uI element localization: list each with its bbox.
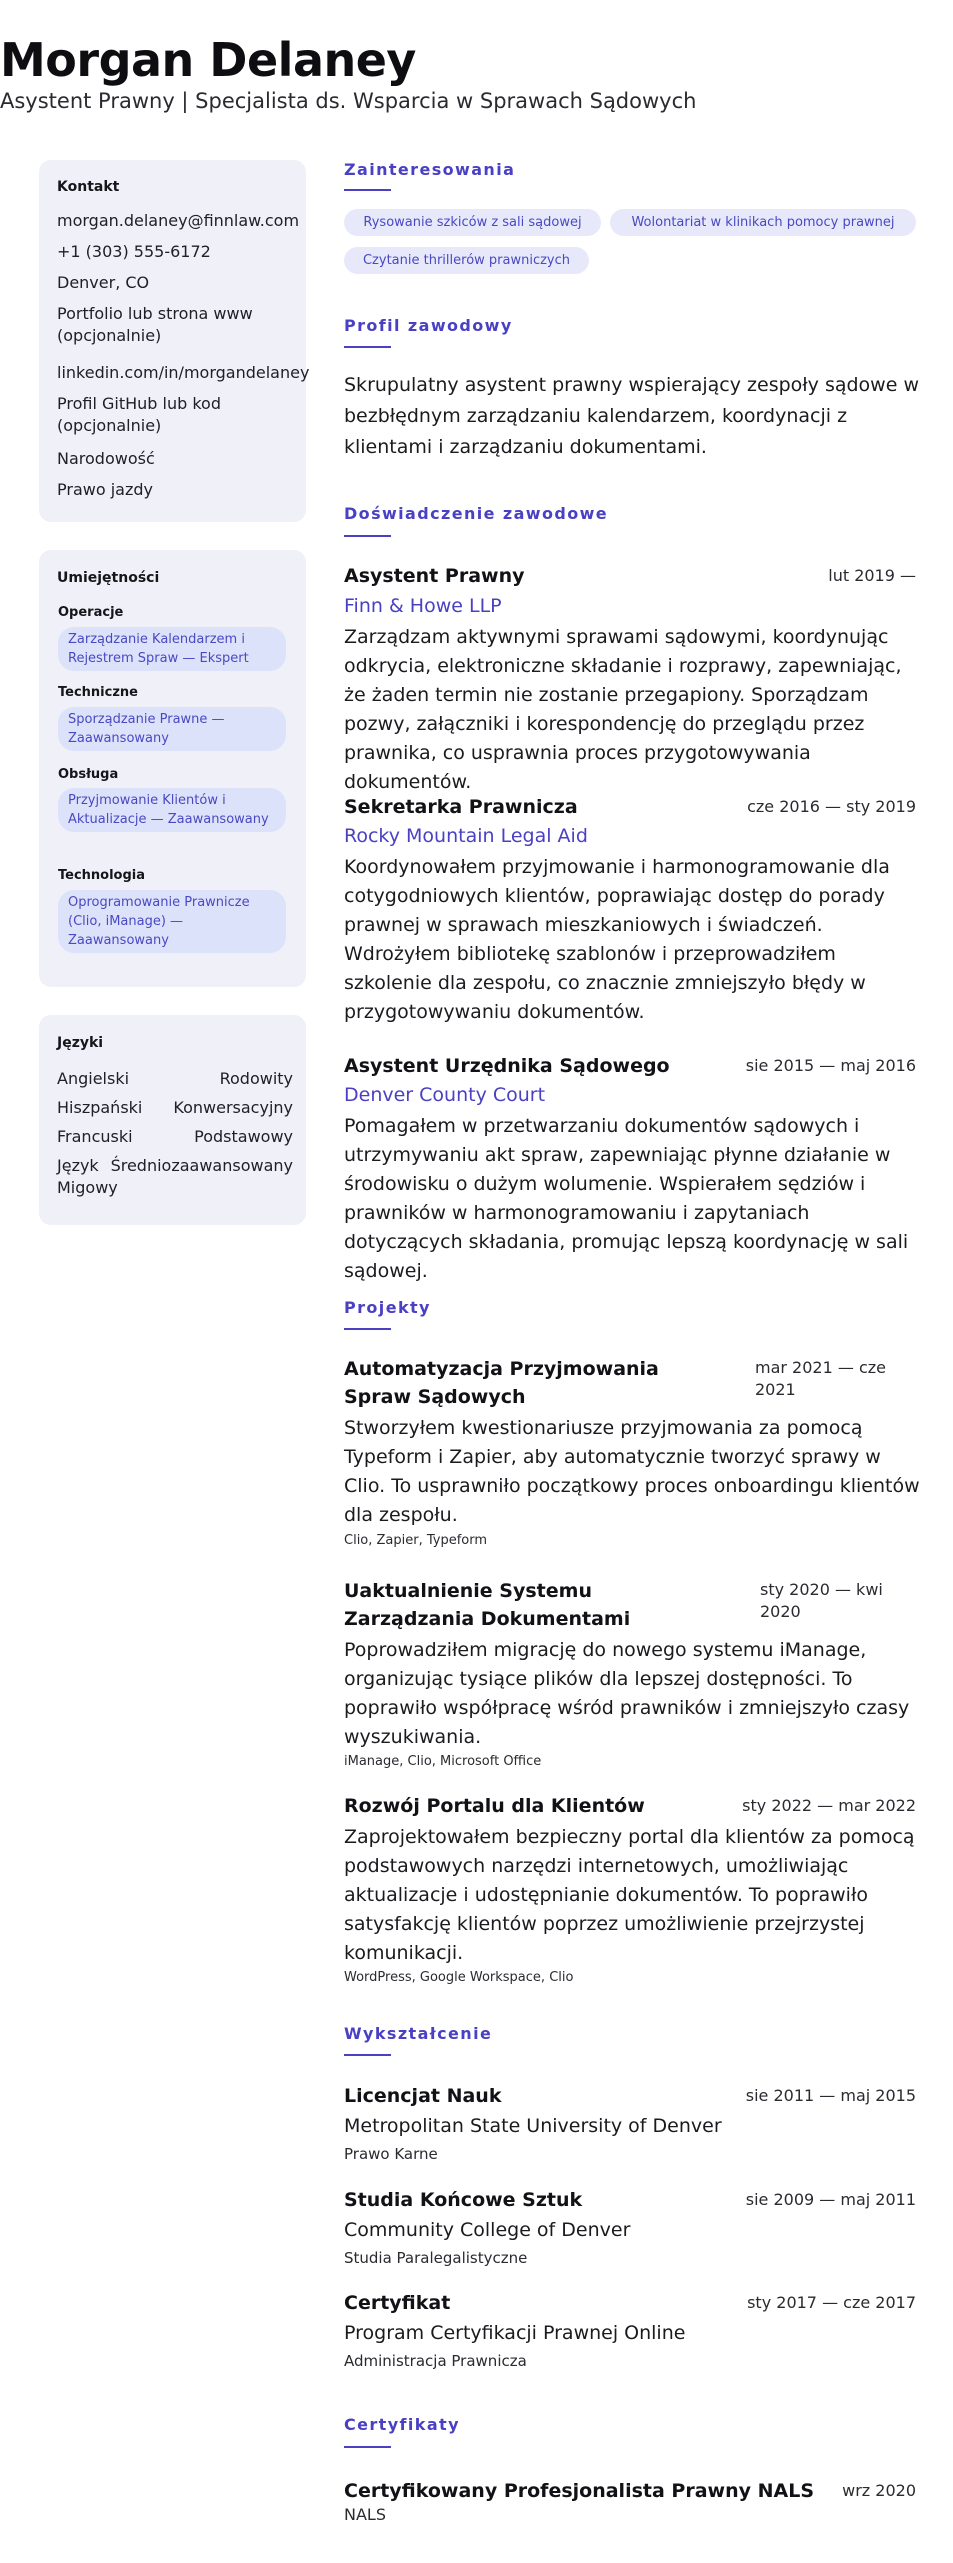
education-title: Wykształcenie (344, 2024, 493, 2043)
education-school: Metropolitan State University of Denver (344, 2115, 722, 2137)
contact-linkedin[interactable]: linkedin.com/in/morgandelaney (57, 363, 310, 382)
certification-date: wrz 2020 (842, 2481, 916, 2500)
skill-badge: Zarządzanie Kalendarzem i Rejestrem Spraw — Ekspert (58, 627, 286, 671)
profile-title: Profil zawodowy (344, 316, 513, 335)
experience-title: Doświadczenie zawodowe (344, 504, 609, 523)
certification-issuer: NALS (344, 2505, 386, 2524)
job-company: Denver County Court (344, 1084, 546, 1106)
interest-badge: Czytanie thrillerów prawniczych (344, 247, 589, 274)
interest-badge: Wolontariat w klinikach pomocy prawnej (610, 209, 916, 236)
job-title: Sekretarka Prawnicza (344, 796, 578, 818)
section-divider (344, 1328, 391, 1330)
skill-badge: Sporządzanie Prawne — Zaawansowany (58, 707, 286, 751)
project-tech: Clio, Zapier, Typeform (344, 1533, 488, 1548)
contact-title: Kontakt (57, 179, 120, 195)
education-date: sty 2017 — cze 2017 (747, 2293, 916, 2312)
contact-license: Prawo jazdy (57, 480, 153, 499)
language-name: Język Migowy (57, 1156, 118, 1197)
job-description: Zarządzam aktywnymi sprawami sądowymi, koordynując odkrycia, elektroniczne składanie i rozprawy, zapewniając, że żaden termin nie zostanie przegapiony. Sporządzam pozwy, załączniki i korespondencję do przeglądu przez prawnika, co usprawnia proces przygotowywania dokumentów. (344, 626, 902, 793)
job-description: Koordynowałem przyjmowanie i harmonogramowanie dla cotygodniowych klientów, poprawiając dostęp do porady prawnej w sprawach mieszkaniowych i świadczeń. Wdrożyłem bibliotekę szablonów i przeprowadziłem szkolenie dla zespołu, co znacznie zmniejszyło błędy w przygotowywaniu dokumentów. (344, 856, 890, 1023)
job-title: Asystent Prawny (344, 565, 525, 587)
certification-name: Certyfikowany Profesjonalista Prawny NALS (344, 2480, 814, 2502)
project-date: mar 2021 — cze 2021 (755, 1358, 886, 1399)
job-date: cze 2016 — sty 2019 (747, 797, 916, 816)
project-description: Zaprojektowałem bezpieczny portal dla klientów za pomocą podstawowych narzędzi internetowych, umożliwiając aktualizacje i udostępnianie dokumentów. To poprawiło satysfakcję klientów poprzez umożliwienie przejrzystej komunikacji. (344, 1826, 915, 1964)
skill-badge: Przyjmowanie Klientów i Aktualizacje — Zaawansowany (58, 788, 286, 832)
project-date: sty 2022 — mar 2022 (742, 1796, 916, 1815)
education-school: Community College of Denver (344, 2219, 631, 2241)
interests-title: Zainteresowania (344, 160, 516, 179)
language-name: Angielski (57, 1069, 130, 1088)
language-level: Konwersacyjny (173, 1098, 293, 1117)
languages-card (39, 1015, 306, 1225)
certifications-title: Certyfikaty (344, 2415, 460, 2434)
contact-portfolio[interactable]: Portfolio lub strona www (opcjonalnie) (57, 304, 253, 345)
section-divider (344, 346, 391, 348)
language-level: Podstawowy (194, 1127, 293, 1146)
profile-summary: Skrupulatny asystent prawny wspierający zespoły sądowe w bezbłędnym zarządzaniu kalendarzem, koordynacji z klientami i zarządzaniu dokumentami. (344, 374, 919, 458)
job-company: Finn & Howe LLP (344, 595, 502, 617)
skill-category: Obsługa (58, 767, 119, 782)
skill-category: Operacje (58, 605, 124, 620)
education-field: Studia Paralegalistyczne (344, 2249, 528, 2267)
section-divider (344, 2054, 391, 2056)
section-divider (344, 535, 391, 537)
candidate-name: Morgan Delaney (0, 33, 416, 87)
education-degree: Certyfikat (344, 2292, 451, 2314)
skill-category: Technologia (58, 868, 146, 883)
contact-card (39, 160, 310, 522)
education-degree: Studia Końcowe Sztuk (344, 2189, 583, 2211)
education-field: Prawo Karne (344, 2145, 438, 2163)
job-title: Asystent Urzędnika Sądowego (344, 1055, 670, 1077)
job-company: Rocky Mountain Legal Aid (344, 825, 588, 847)
job-description: Pomagałem w przetwarzaniu dokumentów sądowych i utrzymywaniu akt spraw, zapewniając płynne działanie w środowisku o dużym wolumenie. Wspierałem sędziów i prawników w harmonogramowaniu i zapytaniach dotyczących składania, promując lepszą koordynację w sali sądowej. (344, 1115, 909, 1282)
candidate-subtitle: Asystent Prawny | Specjalista ds. Wsparcia w Sprawach Sądowych (0, 89, 697, 113)
section-divider (344, 2446, 391, 2448)
interest-badge: Rysowanie szkiców z sali sądowej (344, 209, 601, 236)
skills-title: Umiejętności (57, 570, 160, 586)
skill-category: Techniczne (58, 685, 138, 700)
section-divider (344, 189, 391, 191)
project-title: Uaktualnienie Systemu Zarządzania Dokumentami (344, 1580, 631, 1630)
project-title: Rozwój Portalu dla Klientów (344, 1795, 645, 1817)
education-field: Administracja Prawnicza (344, 2352, 527, 2370)
project-date: sty 2020 — kwi 2020 (760, 1580, 883, 1621)
language-level: Rodowity (219, 1069, 293, 1088)
contact-nationality: Narodowość (57, 449, 155, 468)
education-degree: Licencjat Nauk (344, 2085, 502, 2107)
project-title: Automatyzacja Przyjmowania Spraw Sądowych (344, 1358, 659, 1408)
language-row (57, 1155, 293, 1205)
contact-location: Denver, CO (57, 273, 150, 292)
contact-github[interactable]: Profil GitHub lub kod (opcjonalnie) (57, 394, 221, 435)
education-date: sie 2009 — maj 2011 (745, 2190, 916, 2209)
education-date: sie 2011 — maj 2015 (745, 2086, 916, 2105)
skills-card (39, 550, 306, 987)
education-school: Program Certyfikacji Prawnej Online (344, 2322, 686, 2344)
language-name: Hiszpański (57, 1098, 143, 1117)
project-tech: iManage, Clio, Microsoft Office (344, 1754, 542, 1769)
language-name: Francuski (57, 1127, 133, 1146)
language-level: Średniozaawansowany (110, 1156, 293, 1175)
languages-title: Języki (57, 1035, 104, 1051)
project-tech: WordPress, Google Workspace, Clio (344, 1970, 574, 1985)
skill-badge: Oprogramowanie Prawnicze (Clio, iManage) — Zaawansowany (58, 890, 286, 953)
project-description: Stworzyłem kwestionariusze przyjmowania za pomocą Typeform i Zapier, aby automatycznie tworzyć sprawy w Clio. To usprawniło początkowy proces onboardingu klientów dla zespołu. (344, 1417, 920, 1526)
project-description: Poprowadziłem migrację do nowego systemu iManage, organizując tysiące plików dla lepszej dostępności. To poprawiło współpracę wśród prawników i zmniejszyło czasy wyszukiwania. (344, 1639, 910, 1748)
projects-title: Projekty (344, 1298, 431, 1317)
job-date: lut 2019 — (828, 566, 916, 585)
contact-phone[interactable]: +1 (303) 555-6172 (57, 242, 211, 261)
contact-email[interactable]: morgan.delaney@finnlaw.com (57, 211, 300, 230)
job-date: sie 2015 — maj 2016 (745, 1056, 916, 1075)
